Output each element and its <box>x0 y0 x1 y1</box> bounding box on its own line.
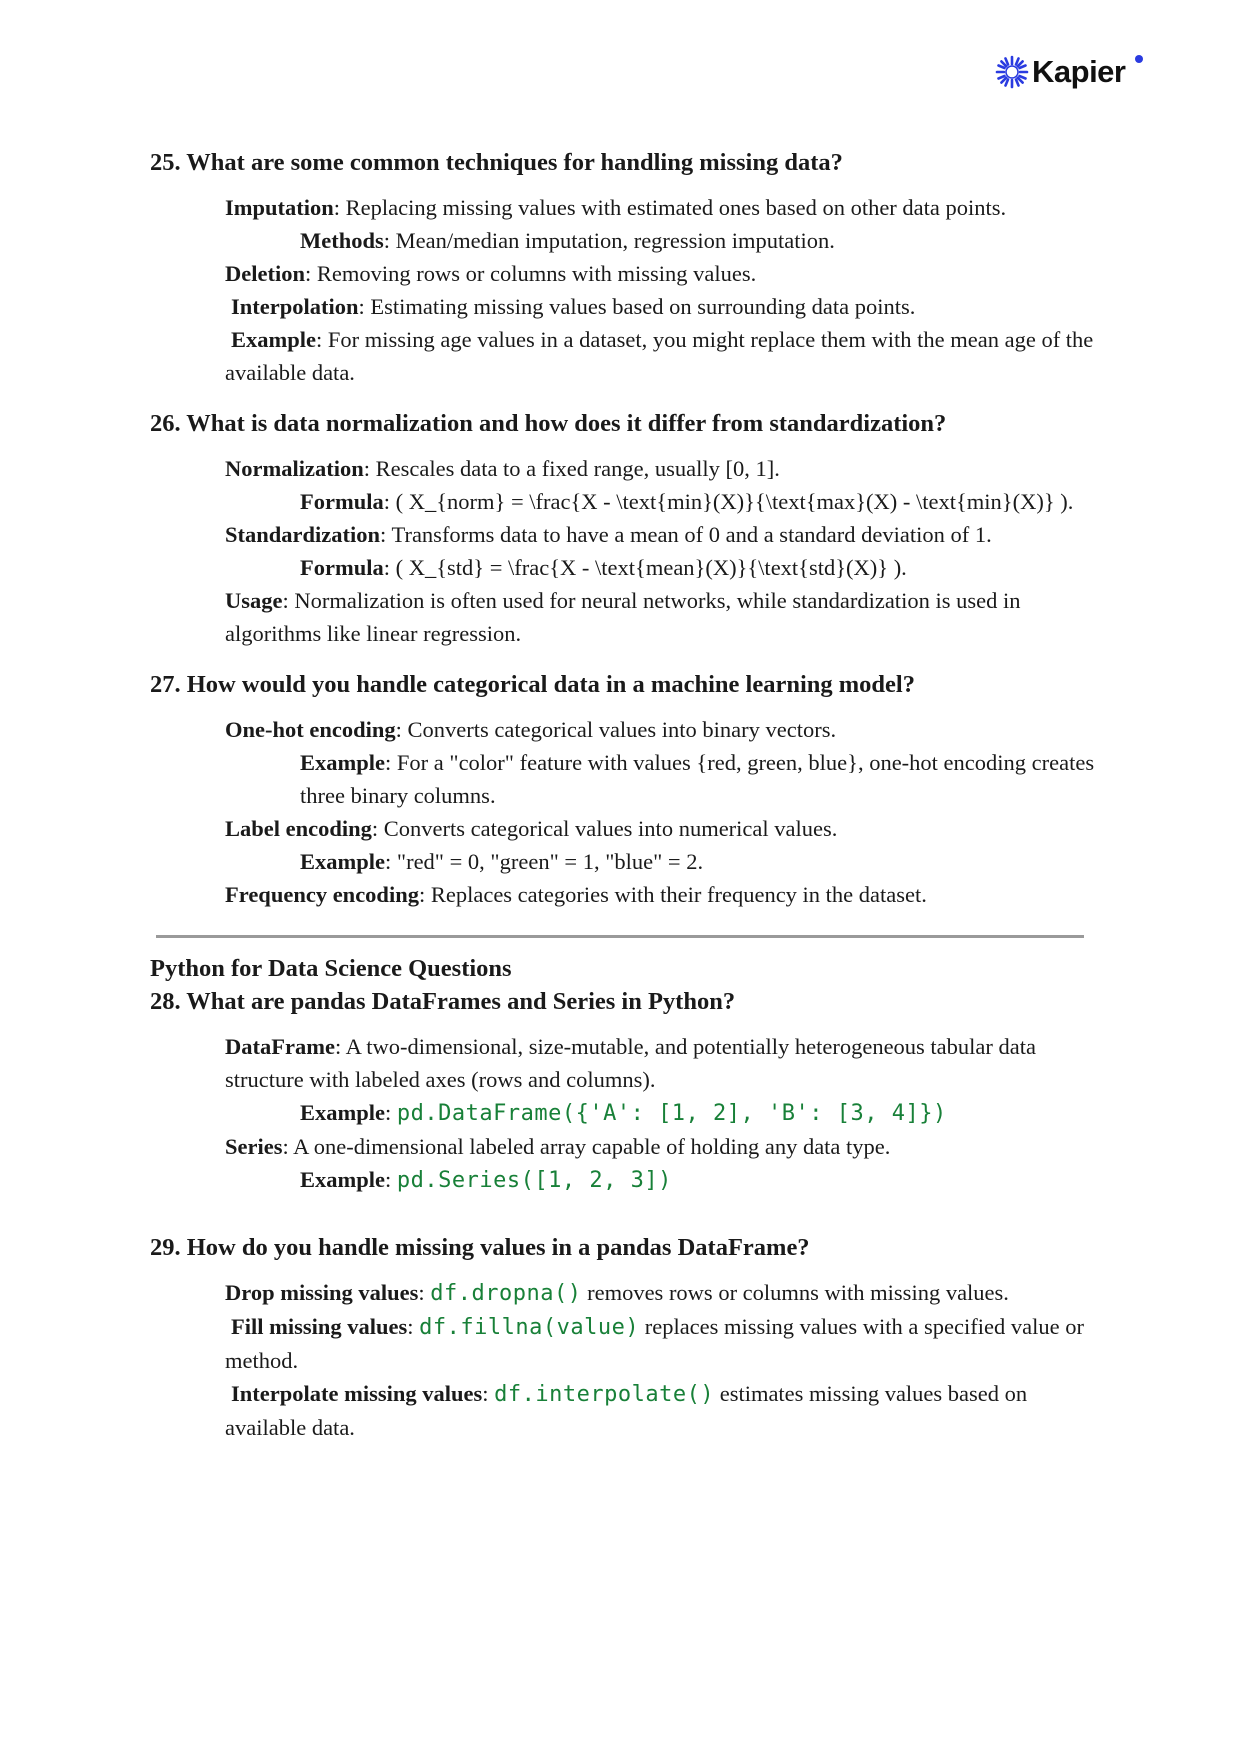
q28-series-example: Example: pd.Series([1, 2, 3]) <box>300 1167 672 1193</box>
q27-onehot-example: Example: For a "color" feature with values {red, green, blue}, one-hot encoding creates three binary columns. <box>300 750 1095 808</box>
q29-interpolate: Interpolate missing values: df.interpolate() estimates missing values based on available data. <box>225 1381 1028 1440</box>
q29-fill: Fill missing values: df.fillna(value) replaces missing values with a specified value or method. <box>225 1314 1084 1373</box>
document-content <box>150 146 1095 1444</box>
q26-standardization: Standardization: Transforms data to have a mean of 0 and a standard deviation of 1. <box>225 522 992 547</box>
code-snippet: df.interpolate() <box>494 1382 715 1407</box>
q25-imputation: Imputation: Replacing missing values with estimated ones based on other data points. <box>225 195 1007 220</box>
kapier-logo <box>995 54 1125 90</box>
q28-dataframe-example: Example: pd.DataFrame({'A': [1, 2], 'B': [3, 4]}) <box>300 1100 947 1126</box>
code-snippet: df.fillna(value) <box>419 1315 640 1340</box>
section-title: Python for Data Science Questions <box>150 955 512 982</box>
question-28-title: 28. What are pandas DataFrames and Series in Python? <box>150 988 736 1015</box>
q28-series: Series: A one-dimensional labeled array capable of holding any data type. <box>225 1134 891 1159</box>
code-snippet: pd.Series([1, 2, 3]) <box>396 1168 672 1193</box>
q29-drop: Drop missing values: df.dropna() removes rows or columns with missing values. <box>225 1280 1009 1306</box>
question-25-title: 25. What are some common techniques for handling missing data? <box>150 149 843 176</box>
q28-dataframe: DataFrame: A two-dimensional, size-mutable, and potentially heterogeneous tabular data structure with labeled axes (rows and columns). <box>225 1034 1037 1092</box>
q25-methods: Methods: Mean/median imputation, regression imputation. <box>300 228 835 253</box>
q26-normalization: Normalization: Rescales data to a fixed range, usually [0, 1]. <box>225 456 780 481</box>
sunburst-icon <box>995 55 1029 89</box>
code-snippet: df.dropna() <box>430 1281 582 1306</box>
q25-example: Example: For missing age values in a dataset, you might replace them with the mean age of the available data. <box>225 327 1094 385</box>
section-divider <box>156 935 1084 938</box>
logo-dot <box>1135 55 1143 63</box>
q26-formula-std: Formula: ( X_{std} = \frac{X - \text{mean}(X)}{\text{std}(X)} ). <box>300 555 907 580</box>
code-snippet: pd.DataFrame({'A': [1, 2], 'B': [3, 4]}) <box>396 1101 947 1126</box>
question-27-title: 27. How would you handle categorical data in a machine learning model? <box>150 671 915 698</box>
q26-usage: Usage: Normalization is often used for neural networks, while standardization is used in algorithms like linear regression. <box>225 588 1021 646</box>
question-29-title: 29. How do you handle missing values in a pandas DataFrame? <box>150 1234 810 1261</box>
logo-text: Kapier <box>1032 54 1125 90</box>
q25-deletion: Deletion: Removing rows or columns with missing values. <box>225 261 757 286</box>
question-26-title: 26. What is data normalization and how does it differ from standardization? <box>150 410 947 437</box>
q27-label-example: Example: "red" = 0, "green" = 1, "blue" = 2. <box>300 849 704 874</box>
q25-interpolation: Interpolation: Estimating missing values based on surrounding data points. <box>231 294 916 319</box>
q26-formula-norm: Formula: ( X_{norm} = \frac{X - \text{min}(X)}{\text{max}(X) - \text{min}(X)} ). <box>300 489 1074 514</box>
q27-label-encoding: Label encoding: Converts categorical values into numerical values. <box>225 816 838 841</box>
q27-onehot: One-hot encoding: Converts categorical values into binary vectors. <box>225 717 837 742</box>
q27-frequency: Frequency encoding: Replaces categories with their frequency in the dataset. <box>225 882 927 907</box>
